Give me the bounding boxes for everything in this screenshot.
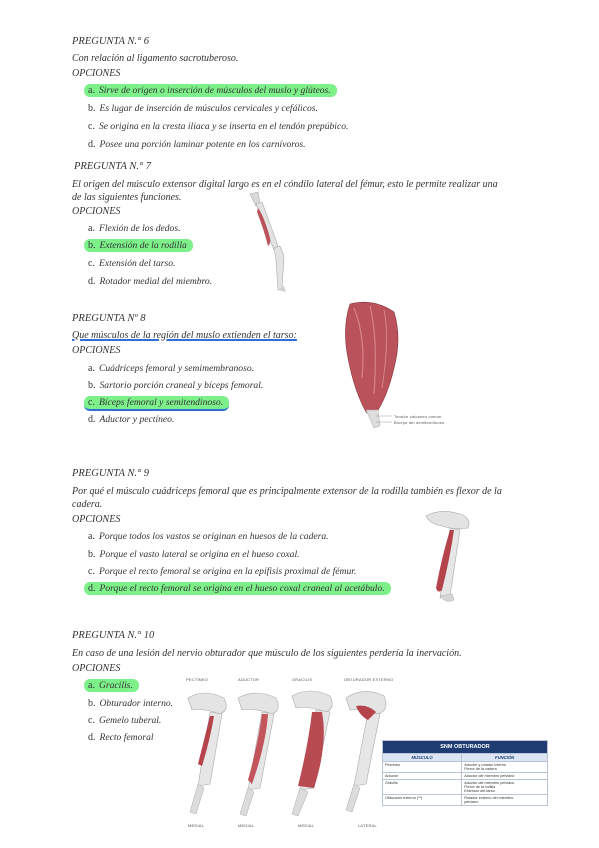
snm-row-4-function: Rotador externo del miembro pelviano [462,795,548,806]
question-9-option-b: b. Porque el vasto lateral se origina en el hueso coxal. [88,549,300,560]
question-6-options-label: OPCIONES [72,68,121,79]
question-7-text-line1: El origen del músculo extensor digital largo es en el cóndilo lateral del fémur, esto le permite realizar una [72,179,498,190]
question-9-option-c: c. Porque el recto femoral se origina en la epífisis proximal de fémur. [88,566,357,577]
snm-row-1-muscle: Pectíneo [383,762,462,773]
question-6-text: Con relación al ligamento sacrotuberoso. [72,53,239,64]
question-10-heading: PREGUNTA N.° 10 [72,630,155,641]
snm-table-title: SNM OBTURADOR [383,741,548,754]
question-8-options-label: OPCIONES [72,345,121,356]
snm-row-2-function: Aductor del miembro pelviano [462,773,548,780]
question-8-text: Que músculos de la región del muslo extienden el tarso: [72,330,297,341]
snm-table-col-function: FUNCIÓN [462,754,548,762]
table-row [383,762,548,773]
question-10-muscle-illustrations [180,684,400,824]
table-row [383,795,548,806]
table-row [383,780,548,795]
question-8-option-d: d. Aductor y pectíneo. [88,414,175,425]
question-8-option-a: a. Cuádriceps femoral y semimembranoso. [88,363,255,374]
snm-obturador-table [382,740,548,806]
q10-figure-label-aductor: ADUCTOR [238,677,260,682]
limb-gracilis-illustration [292,691,332,816]
question-6-option-a: a. Sirve de origen o inserción de músculos del muslo y glúteos. [84,85,337,96]
snm-row-3-muscle: Gracilis [383,780,462,795]
question-8-heading: PREGUNTA Nº 8 [72,313,146,324]
question-6-option-b: b. Es lugar de inserción de músculos cervicales y cefálicos. [88,103,318,114]
q10-figure-label-pectineo: PECTÍNEO [186,677,209,682]
question-7-option-b: b. Extensión de la rodilla [84,240,193,251]
question-8-option-c: c. Bíceps femoral y semitendinoso. [84,397,229,408]
question-8-figure-label-2: Bíceps del semitendinoso [394,420,445,425]
q10-figure-bottom-label-1: MEDIAL [188,823,205,828]
question-7-options-label: OPCIONES [72,206,121,217]
question-9-option-a: a. Porque todos los vastos se originan en huesos de la cadera. [88,531,329,542]
question-6-option-d: d. Posee una porción laminar potente en los carnívoros. [88,139,306,150]
snm-row-3-function: Aductor del miembro pelviano Flexor de la rodilla Extensor del tarso [462,780,548,795]
question-7-text-line2: de las siguientes funciones. [72,192,182,203]
question-10-options-label: OPCIONES [72,663,121,674]
snm-row-1-function: Aductor y rotador interno Flexor de la cadera [462,762,548,773]
question-10-option-b: b. Obturador interno. [88,698,174,709]
question-10-option-a: a. Gracilis. [84,680,139,691]
question-6-heading: PREGUNTA N.° 6 [72,36,150,47]
q10-figure-label-obturador-externo: OBTURADOR EXTERNO [344,677,394,682]
q10-figure-bottom-label-2: MEDIAL [238,823,255,828]
question-9-text-line1: Por qué el músculo cuádriceps femoral que es principalmente extensor de la rodilla también es flexor de la [72,486,502,497]
snm-row-2-muscle: Aductor [383,773,462,780]
question-6-option-c: c. Se origina en la cresta iliaca y se inserta en el tendón prepúbico. [88,121,349,132]
question-7-limb-illustration [240,190,300,294]
q10-figure-bottom-label-3: MEDIAL [298,823,315,828]
limb-obturador-externo-illustration [346,691,386,812]
limb-pectineo-illustration [188,693,226,814]
question-9-text-line2: cadera. [72,499,103,510]
question-10-option-c: c. Gemelo tuberal. [88,715,162,726]
table-row [383,773,548,780]
question-9-femur-illustration [420,508,490,608]
question-7-option-a: a. Flexión de los dedos. [88,223,181,234]
q10-figure-bottom-label-4: LATERAL [358,823,377,828]
snm-row-4-muscle: Obturador externo (**) [383,795,462,806]
question-9-option-d: d. Porque el recto femoral se origina en el hueso coxal craneal al acetábulo. [84,583,391,594]
question-8-option-b: b. Sartorio porción craneal y bíceps femoral. [88,380,264,391]
question-8-figure-label-1: Tendón calcáneo común [394,414,442,419]
limb-aductor-illustration [238,693,278,816]
question-7-heading: PREGUNTA N.° 7 [74,161,152,172]
question-7-option-d: d. Rotador medial del miembro. [88,276,213,287]
question-10-option-d: d. Recto femoral [88,732,154,743]
snm-table-col-muscle: MÚSCULO [383,754,462,762]
question-7-option-c: c. Extensión del tarso. [88,258,176,269]
question-9-options-label: OPCIONES [72,514,121,525]
question-9-heading: PREGUNTA N.° 9 [72,468,150,479]
question-10-text: En caso de una lesión del nervio obturador que músculo de los siguientes perdería la inervación. [72,648,462,659]
q10-figure-label-gracilis: GRACILIS [292,677,313,682]
